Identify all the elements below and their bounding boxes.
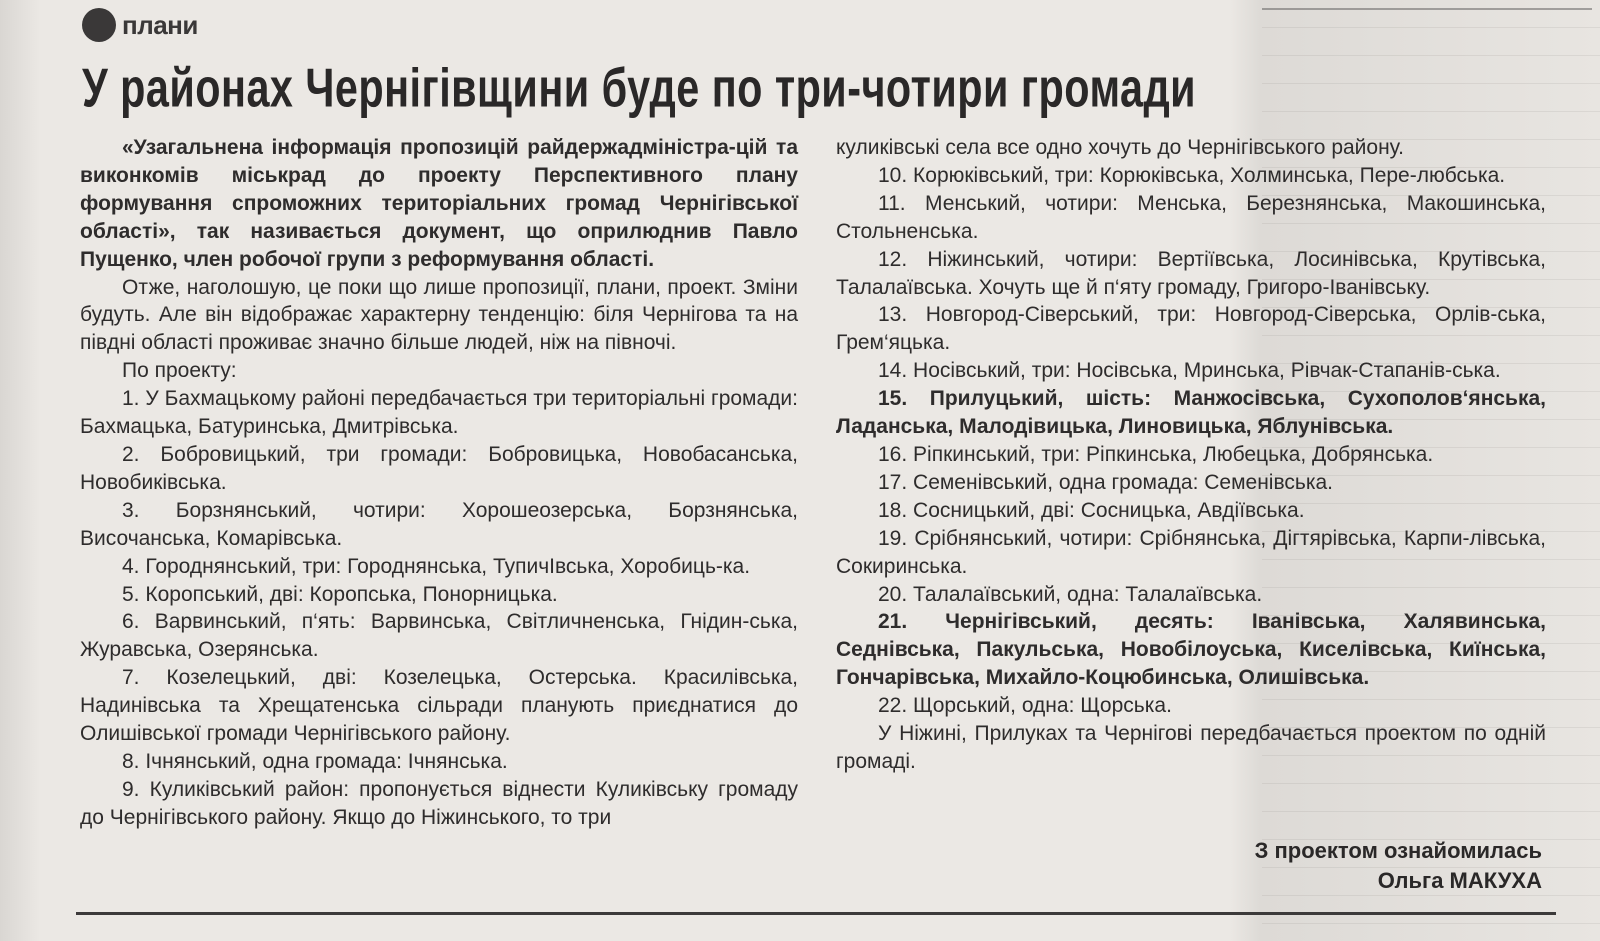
paragraph: Отже, наголошую, це поки що лише пропозиції, плани, проект. Зміни будуть. Але він відображає характерну тенденцію: біля Чернігова та на півдні області проживає значно більше людей, ніж на півночі.: [80, 275, 798, 355]
bleed-through-line: [0, 918, 72, 941]
paragraph: 14. Носівський, три: Носівська, Мринська, Рівчак-Стапанів-ська.: [878, 359, 1501, 383]
bleed-through-line: [0, 486, 72, 513]
bleed-through-line: [0, 81, 72, 108]
bottom-rule: [76, 912, 1556, 915]
top-right-rule: [1262, 8, 1592, 10]
bleed-through-line: [0, 162, 72, 189]
paragraph: 13. Новгород-Сіверський, три: Новгород-Сіверська, Орлів-ська, Грем‘яцька.: [836, 303, 1546, 355]
bleed-through-line: [0, 189, 72, 216]
bleed-through-line: [0, 405, 72, 432]
bleed-through-line: [1262, 56, 1600, 84]
bleed-through-line: [1262, 924, 1600, 941]
paragraph: 8. Ічнянський, одна громада: Ічнянська.: [122, 749, 508, 773]
bleed-through-line: [0, 783, 72, 810]
paragraph: 2. Бобровицький, три громади: Бобровицька, Новобасанська, Новобиківська.: [80, 442, 798, 494]
bleed-through-line: [0, 675, 72, 702]
bleed-through-line: [0, 621, 72, 648]
bleed-through-line: [0, 459, 72, 486]
bleed-through-line: [0, 108, 72, 135]
bleed-through-line: [0, 351, 72, 378]
bleed-through-line: [0, 513, 72, 540]
bleed-through-line: [0, 594, 72, 621]
bleed-through-line: [0, 729, 72, 756]
paragraph: «Узагальнена інформація пропозицій райдержадміністра-цій та виконкомів міськрад до проекту Перспективного плану формування спроможних територіальних громад Чернігівської області», так називається документ, що оприлюднив Павло Пущенко, член робочої групи з реформування області.: [80, 136, 798, 271]
paragraph: 3. Борзнянський, чотири: Хорошеозерська, Борзнянська, Височанська, Комарівська.: [80, 498, 798, 550]
paragraph: 12. Ніжинський, чотири: Вертіївська, Лосинівська, Крутівська, Талалаївська. Хочуть ще й п‘яту громаду, Григоро-Іванівську.: [836, 247, 1546, 299]
bleed-through-line: [0, 0, 72, 27]
bleed-through-line: [1262, 0, 1600, 28]
paragraph: По проекту:: [122, 359, 237, 383]
signature-author-name: Ольга МАКУХА: [1377, 868, 1542, 893]
bleed-through-line: [0, 567, 72, 594]
paragraph: 20. Талалаївський, одна: Талалаївська.: [878, 582, 1263, 606]
paragraph: 18. Сосницький, дві: Сосницька, Авдіївська.: [878, 498, 1305, 522]
bleed-through-line: [0, 756, 72, 783]
bleed-through-line: [0, 297, 72, 324]
paragraph: 17. Семенівський, одна громада: Семенівська.: [878, 470, 1333, 494]
bleed-through-line: [0, 324, 72, 351]
paragraph: 6. Варвинський, п‘ять: Варвинська, Світличненська, Гнідин-ська, Журавська, Озерянська.: [80, 610, 798, 662]
bleed-through-line: [0, 864, 72, 891]
paragraph: 11. Менський, чотири: Менська, Березнянська, Макошинська, Стольненська.: [836, 191, 1546, 243]
kicker-label: плани: [122, 9, 198, 40]
paragraph: 1. У Бахмацькому районі передбачається три територіальні громади: Бахмацька, Батуринська, Дмитрівська.: [80, 387, 798, 439]
paragraph: куликівські села все одно хочуть до Чернігівського району.: [836, 136, 1404, 159]
bleed-through-line: [0, 378, 72, 405]
bleed-through-line: [0, 27, 72, 54]
bleed-through-line: [0, 810, 72, 837]
paragraph: 4. Городнянський, три: Городнянська, ТупичІвська, Хоробиць-ка.: [122, 554, 751, 578]
bleed-through-line: [0, 837, 72, 864]
paragraph: 15. Прилуцький, шість: Манжосівська, Сухополов‘янська, Ладанська, Малодівицька, Линовицька, Яблунівська.: [836, 387, 1546, 439]
bleed-through-line: [0, 243, 72, 270]
paragraph: 16. Ріпкинський, три: Ріпкинська, Любецька, Добрянська.: [878, 442, 1434, 466]
bleed-through-line: [0, 702, 72, 729]
paragraph: 22. Щорський, одна: Щорська.: [878, 694, 1172, 718]
article-headline: У районах Чернігівщини буде по три-чотири громади: [82, 57, 1197, 119]
bleed-through-line: [1262, 28, 1600, 56]
bleed-through-line: [0, 540, 72, 567]
bleed-through-left-margin: [0, 0, 72, 941]
bleed-through-line: [0, 270, 72, 297]
author-signature: [1142, 836, 1542, 896]
paragraph: 5. Коропський, дві: Коропська, Понорницька.: [122, 582, 558, 606]
paragraph: 10. Корюківський, три: Корюківська, Холминська, Пере-любська.: [878, 163, 1506, 187]
bleed-through-line: [0, 216, 72, 243]
right-text-column: [836, 134, 1546, 904]
paragraph: 21. Чернігівський, десять: Іванівська, Халявинська, Седнівська, Пакульська, Новобілоуська, Киселівська, Киїнська, Гончарівська, Михайло-Коцюбинська, Олишівська.: [836, 610, 1546, 690]
signature-line-1: З проектом ознайомилась: [1254, 838, 1542, 863]
left-text-column: [80, 134, 798, 904]
bleed-through-line: [0, 135, 72, 162]
bleed-through-line: [0, 54, 72, 81]
bleed-through-line: [0, 432, 72, 459]
paragraph: 19. Срібнянський, чотири: Срібнянська, Дігтярівська, Карпи-лівська, Сокиринська.: [836, 526, 1546, 578]
paragraph: 9. Куликівський район: пропонується віднести Куликівську громаду до Чернігівського району. Якщо до Ніжинського, то три: [80, 777, 798, 829]
paragraph: 7. Козелецький, дві: Козелецька, Остерська. Красилівська, Надинівська та Хрещатенська сільради планують приєднатися до Олишівської громади Чернігівського району.: [80, 666, 798, 746]
bleed-through-line: [1262, 84, 1600, 112]
paragraph: У Ніжині, Прилуках та Чернігові передбачається проектом по одній громаді.: [836, 722, 1546, 773]
bleed-through-line: [0, 648, 72, 675]
bleed-through-line: [0, 891, 72, 918]
